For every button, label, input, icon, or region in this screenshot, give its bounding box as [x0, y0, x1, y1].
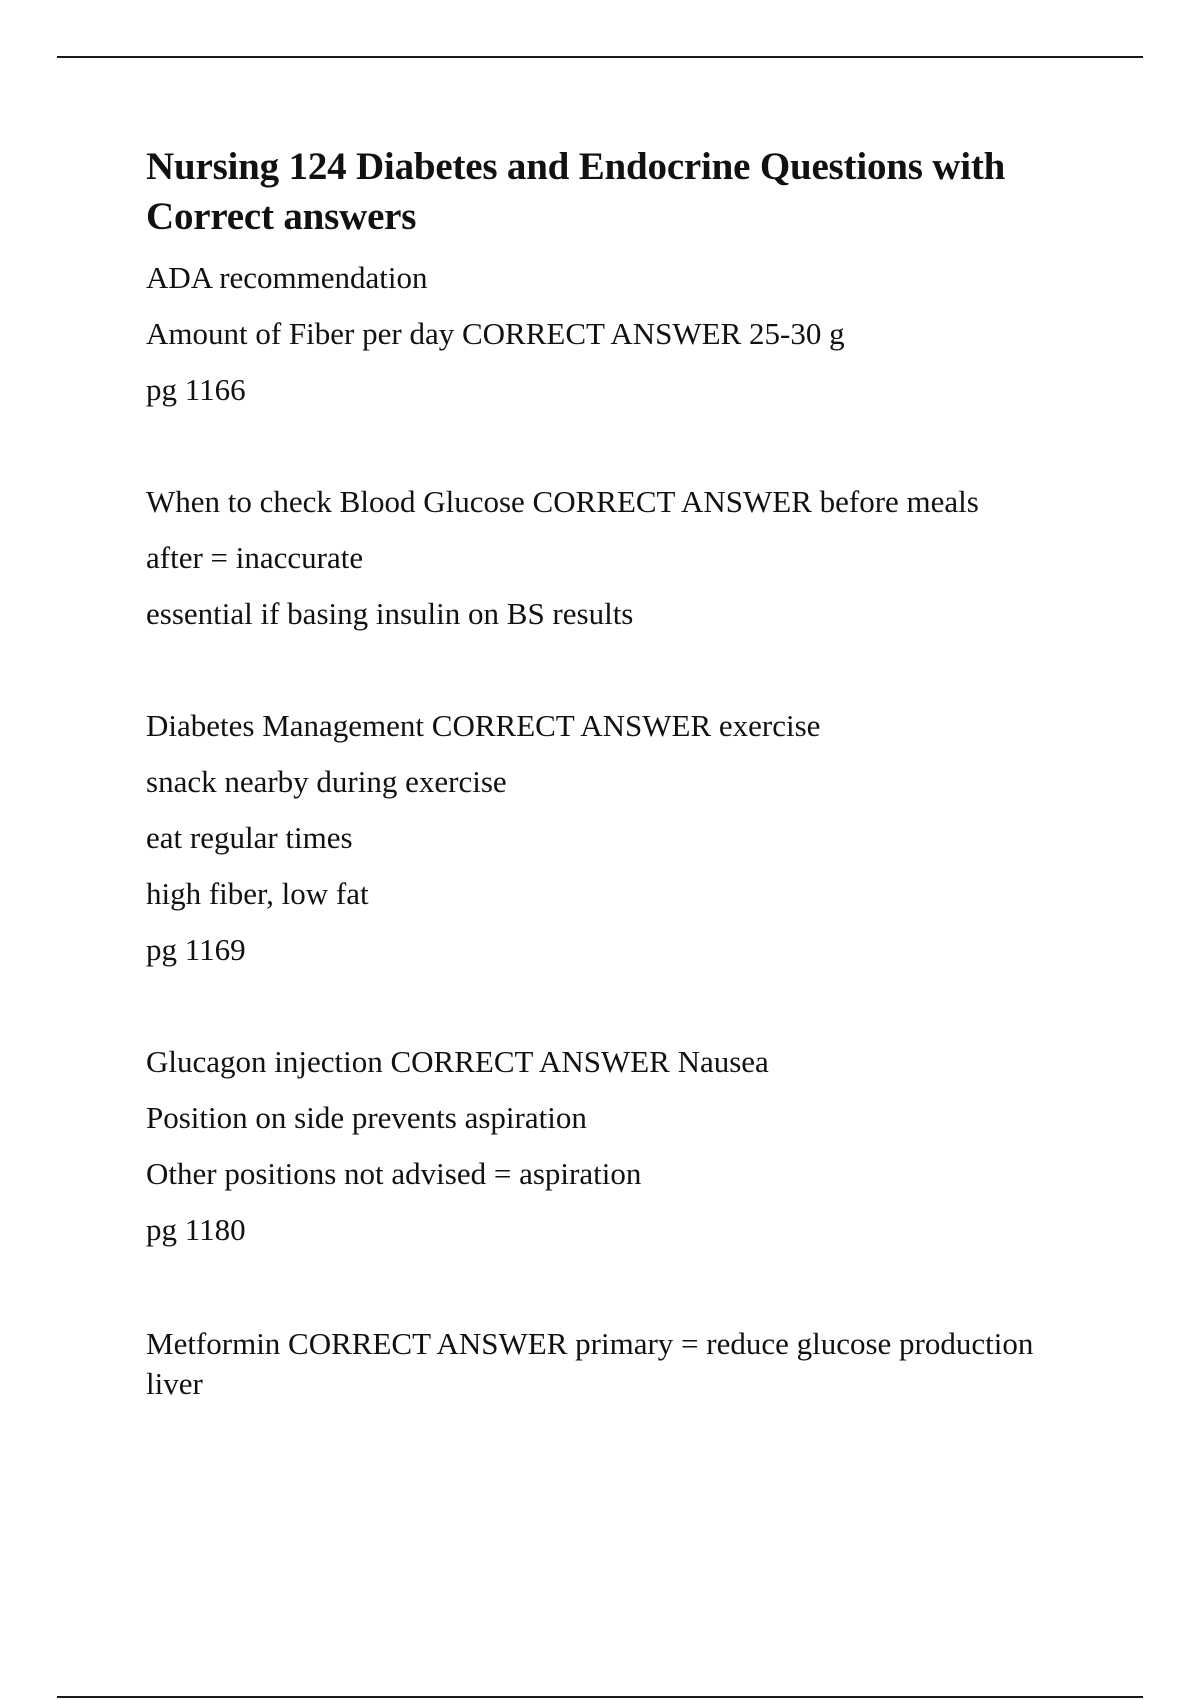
entry-line: pg 1180: [146, 1212, 246, 1247]
qa-entry-metformin: [146, 1314, 1086, 1404]
entry-line: Position on side prevents aspiration: [146, 1100, 587, 1135]
entry-line: after = inaccurate: [146, 540, 364, 575]
document-body: [146, 142, 1086, 1460]
entry-line: pg 1169: [146, 932, 246, 967]
qa-entry-fiber: [146, 250, 1086, 418]
qa-entry-diabetes-management: [146, 698, 1086, 978]
qa-entry-blood-glucose: [146, 474, 1086, 642]
entry-line: Diabetes Management CORRECT ANSWER exercise: [146, 708, 821, 743]
entry-line: When to check Blood Glucose CORRECT ANSWER before meals: [146, 484, 979, 519]
entry-line: Metformin CORRECT ANSWER primary = reduce glucose production liver: [146, 1326, 1034, 1401]
document-title: Nursing 124 Diabetes and Endocrine Questions with Correct answers: [146, 145, 1006, 238]
entry-line: Amount of Fiber per day CORRECT ANSWER 25-30 g: [146, 316, 845, 351]
entry-line: pg 1166: [146, 372, 246, 407]
qa-entry-glucagon: [146, 1034, 1086, 1258]
entry-line: snack nearby during exercise: [146, 764, 507, 799]
bottom-rule: [57, 1696, 1143, 1698]
entry-line: essential if basing insulin on BS results: [146, 596, 634, 631]
entry-line: high fiber, low fat: [146, 876, 369, 911]
entry-line: ADA recommendation: [146, 260, 428, 295]
top-rule: [57, 56, 1143, 58]
entry-line: Other positions not advised = aspiration: [146, 1156, 642, 1191]
entry-line: eat regular times: [146, 820, 353, 855]
entry-line: Glucagon injection CORRECT ANSWER Nausea: [146, 1044, 769, 1079]
